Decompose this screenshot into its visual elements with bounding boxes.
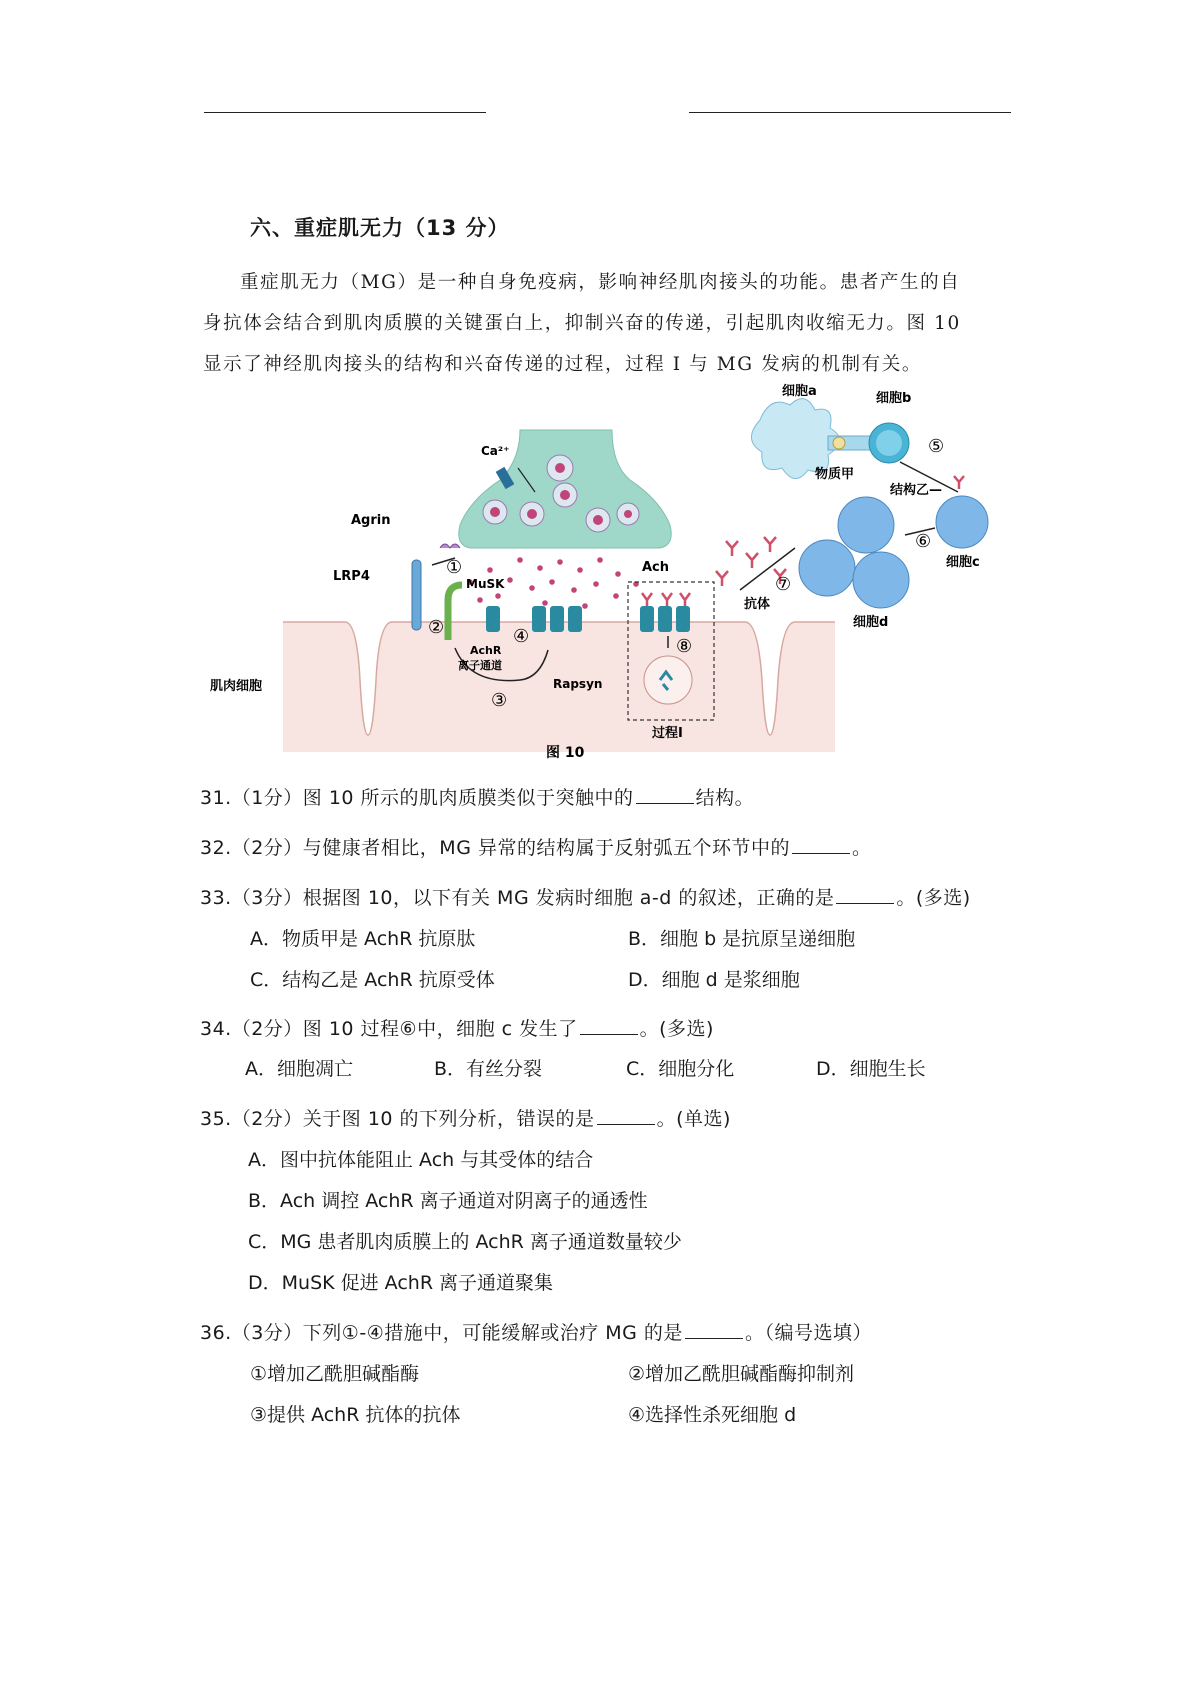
- label-lrp4: LRP4: [333, 569, 370, 584]
- answer-blank[interactable]: [685, 1322, 743, 1339]
- option-36-4: ④选择性杀死细胞 d: [628, 1404, 797, 1426]
- answer-blank[interactable]: [836, 887, 894, 904]
- option-35-d: D．MuSK 促进 AchR 离子通道聚集: [248, 1272, 554, 1294]
- lrp4: [412, 560, 421, 630]
- substance-jia: [833, 437, 845, 449]
- option-34-d: D．细胞生长: [816, 1058, 926, 1080]
- question-33: [200, 883, 971, 910]
- agrin: [440, 544, 460, 548]
- option-36-3: ③提供 AchR 抗体的抗体: [250, 1404, 461, 1426]
- question-32: [200, 833, 871, 860]
- label-cell-a: 细胞a: [782, 384, 817, 399]
- option-33-d: D．细胞 d 是浆细胞: [628, 969, 800, 991]
- cell-d: [853, 552, 909, 608]
- intro-line-2: 身抗体会结合到肌肉质膜的关键蛋白上，抑制兴奋的传递，引起肌肉收缩无力。图 10: [203, 313, 961, 334]
- label-n2: ②: [428, 617, 445, 638]
- label-musk: MuSK: [466, 577, 505, 591]
- option-35-b: B．Ach 调控 AchR 离子通道对阴离子的通透性: [248, 1190, 648, 1212]
- label-n1: ①: [446, 557, 463, 578]
- label-cell-d: 细胞d: [853, 615, 889, 630]
- label-n5: ⑤: [928, 436, 945, 457]
- label-n6: ⑥: [915, 531, 932, 552]
- intro-line-1: 重症肌无力（MG）是一种自身免疫病，影响神经肌肉接头的功能。患者产生的自: [240, 272, 961, 293]
- label-achr: AchR: [470, 644, 502, 657]
- question-34-suffix: 。(多选): [639, 1018, 714, 1040]
- question-35-text: 35.（2分）关于图 10 的下列分析，错误的是: [200, 1108, 595, 1130]
- answer-blank[interactable]: [580, 1018, 638, 1035]
- figure-caption: 图 10: [546, 745, 585, 761]
- label-muscle-cell: 肌肉细胞: [210, 679, 263, 694]
- label-ca: Ca²⁺: [481, 444, 510, 458]
- option-36-2: ②增加乙酰胆碱酯酶抑制剂: [628, 1363, 855, 1385]
- option-33-b: B．细胞 b 是抗原呈递细胞: [628, 928, 856, 950]
- question-34-text: 34.（2分）图 10 过程⑥中，细胞 c 发生了: [200, 1018, 578, 1040]
- section-title: 六、重症肌无力（13 分）: [250, 216, 510, 240]
- label-cell-c: 细胞c: [946, 555, 980, 570]
- label-n4: ④: [513, 626, 530, 647]
- answer-blank[interactable]: [597, 1108, 655, 1125]
- cell-c: [936, 496, 988, 548]
- question-36: [200, 1318, 872, 1345]
- option-33-c: C．结构乙是 AchR 抗原受体: [250, 969, 495, 991]
- option-33-a: A．物质甲是 AchR 抗原肽: [250, 928, 476, 950]
- question-33-suffix: 。(多选): [896, 887, 971, 909]
- intro-line-3: 显示了神经肌肉接头的结构和兴奋传递的过程，过程 I 与 MG 发病的机制有关。: [203, 354, 922, 375]
- cell-d: [838, 497, 894, 553]
- question-32-text: 32.（2分）与健康者相比，MG 异常的结构属于反射弧五个环节中的: [200, 837, 790, 859]
- question-31-text: 31.（1分）图 10 所示的肌肉质膜类似于突触中的: [200, 787, 634, 809]
- question-31: [200, 783, 754, 810]
- label-n7: ⑦: [775, 574, 792, 595]
- label-substance-jia: 物质甲: [815, 467, 855, 482]
- label-structure-yi: 结构乙—: [890, 483, 943, 498]
- label-n8: ⑧: [676, 636, 693, 657]
- question-36-suffix: 。（编号选填）: [744, 1322, 872, 1344]
- label-cell-b: 细胞b: [876, 391, 912, 406]
- cell-d: [799, 540, 855, 596]
- option-36-1: ①增加乙酰胆碱酯酶: [250, 1363, 420, 1385]
- option-34-b: B．有丝分裂: [434, 1058, 543, 1080]
- figure-10: [0, 0, 1200, 770]
- answer-blank[interactable]: [792, 837, 850, 854]
- label-n3: ③: [491, 690, 508, 711]
- option-34-a: A．细胞凋亡: [245, 1058, 353, 1080]
- label-ach: Ach: [642, 560, 670, 575]
- structure-yi: [954, 476, 964, 489]
- label-antibody: 抗体: [744, 597, 771, 612]
- question-35-suffix: 。(单选): [656, 1108, 731, 1130]
- question-36-text: 36.（3分）下列①-④措施中，可能缓解或治疗 MG 的是: [200, 1322, 683, 1344]
- answer-blank[interactable]: [636, 787, 694, 804]
- question-31-suffix: 结构。: [695, 787, 755, 809]
- bound-antibodies: [642, 593, 690, 606]
- option-35-a: A．图中抗体能阻止 Ach 与其受体的结合: [248, 1149, 594, 1171]
- question-33-text: 33.（3分）根据图 10，以下有关 MG 发病时细胞 a-d 的叙述，正确的是: [200, 887, 835, 909]
- question-34: [200, 1014, 714, 1041]
- label-process-i: 过程I: [652, 726, 683, 741]
- option-34-c: C．细胞分化: [626, 1058, 735, 1080]
- option-35-c: C．MG 患者肌肉质膜上的 AchR 离子通道数量较少: [248, 1231, 682, 1253]
- question-32-suffix: 。: [851, 837, 872, 859]
- label-ion-channel: 离子通道: [458, 659, 502, 672]
- label-agrin: Agrin: [351, 513, 391, 528]
- endosome: [644, 656, 692, 704]
- question-35: [200, 1104, 731, 1131]
- label-rapsyn: Rapsyn: [553, 677, 603, 691]
